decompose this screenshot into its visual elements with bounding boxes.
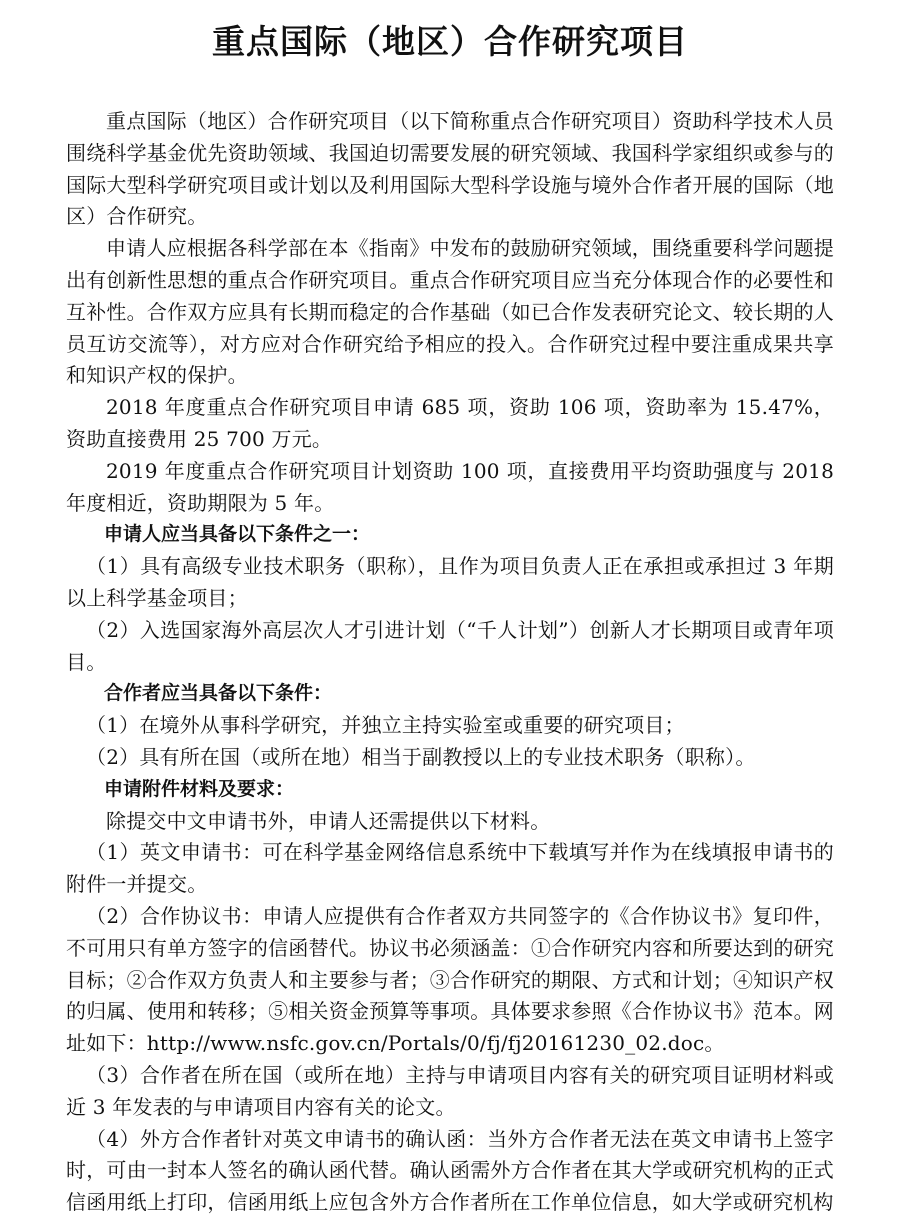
partner-condition-2: （2）具有所在国（或所在地）相当于副教授以上的专业技术职务（职称）。: [86, 744, 756, 769]
attachments-heading: 申请附件材料及要求：: [104, 777, 295, 800]
stats-2018-paragraph: 2018 年度重点合作研究项目申请 685 项，资助 106 项，资助率为 15.47%，资助直接费用 25 700 万元。: [66, 395, 834, 451]
partner-condition-1: （1）在境外从事科学研究，并独立主持实验室或重要的研究项目；: [86, 713, 685, 738]
intro-paragraph: 重点国际（地区）合作研究项目（以下简称重点合作研究项目）资助科学技术人员围绕科学基金优先资助领域、我国迫切需要发展的研究领域、我国科学家组织或参与的国际大型科学研究项目或计划以及利用国际大型科学设施与境外合作者开展的国际（地区）合作研究。: [66, 109, 834, 229]
requirements-paragraph: 申请人应根据各科学部在本《指南》中发布的鼓励研究领域，围绕重要科学问题提出有创新性思想的重点合作研究项目。重点合作研究项目应当充分体现合作的必要性和互补性。合作双方应具有长期而稳定的合作基础（如已合作发表研究论文、较长期的人员互访交流等），对方应对合作研究给予相应的投入。合作研究过程中要注重成果共享和知识产权的保护。: [66, 236, 834, 388]
applicant-conditions-heading: 申请人应当具备以下条件之一：: [104, 523, 371, 546]
attachments-intro: 除提交中文申请书外，申请人还需提供以下材料。: [106, 808, 551, 833]
applicant-condition-1: （1）具有高级专业技术职务（职称），且作为项目负责人正在承担或承担过 3 年期以上科学基金项目；: [66, 554, 834, 610]
attachment-english-application: （1）英文申请书：可在科学基金网络信息系统中下载填写并作为在线填报申请书的附件一并提交。: [66, 840, 834, 897]
partner-conditions-heading: 合作者应当具备以下条件：: [104, 682, 333, 705]
attachment-partner-proof: （3）合作者在所在国（或所在地）主持与申请项目内容有关的研究项目证明材料或近 3 年发表的与申请项目内容有关的论文。: [66, 1062, 834, 1119]
page-title: 重点国际（地区）合作研究项目: [212, 22, 688, 61]
plan-2019-paragraph: 2019 年度重点合作研究项目计划资助 100 项，直接费用平均资助强度与 2018 年度相近，资助期限为 5 年。: [66, 458, 834, 515]
attachment-confirmation-letter: （4）外方合作者针对英文申请书的确认函：当外方合作者无法在英文申请书上签字时，可由一封本人签名的确认函代替。确认函需外方合作者在其大学或研究机构的正式信函用纸上打印，信函用纸上应包含外方合作者所在工作单位信息，如大学或研究机构: [66, 1126, 834, 1215]
applicant-condition-2: （2）入选国家海外高层次人才引进计划（“千人计划”）创新人才长期项目或青年项目。: [66, 617, 834, 674]
attachment-cooperation-agreement: （2）合作协议书：申请人应提供有合作者双方共同签字的《合作协议书》复印件，不可用只有单方签字的信函替代。协议书必须涵盖：①合作研究内容和所要达到的研究目标；②合作双方负责人和主要参与者；③合作研究的期限、方式和计划；④知识产权的归属、使用和转移；⑤相关资金预算等事项。具体要求参照《合作协议书》范本。网址如下：http://www.nsfc.gov.cn/Portals/0/fj/fj20161230_02.doc。: [66, 903, 834, 1056]
